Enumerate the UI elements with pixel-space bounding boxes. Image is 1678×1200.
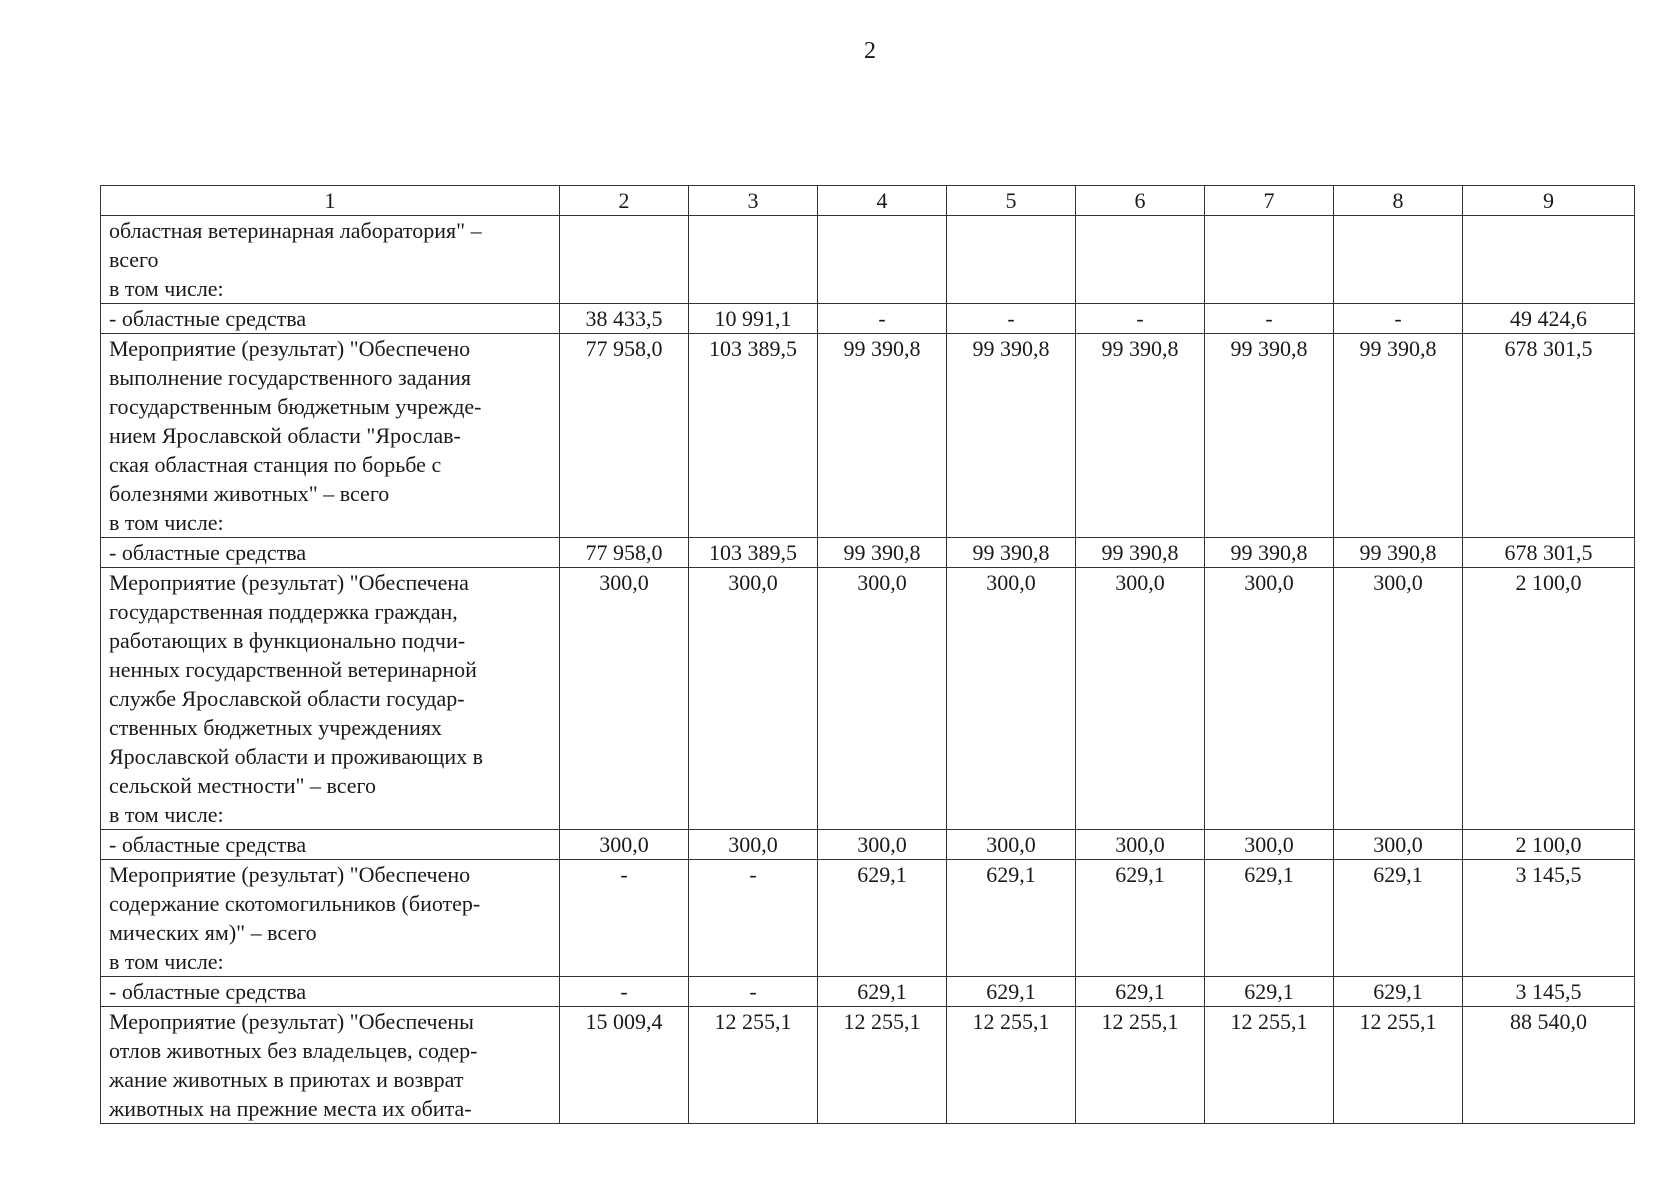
value-cell: 99 390,8: [818, 334, 947, 538]
value-cell: -: [560, 977, 689, 1007]
row-description: [101, 216, 560, 304]
description-line: ственных бюджетных учреждениях: [109, 715, 442, 740]
value-cell: 99 390,8: [1334, 334, 1463, 538]
value-cell: 12 255,1: [947, 1007, 1076, 1124]
table-row: [101, 568, 1635, 830]
value-cell: 77 958,0: [560, 334, 689, 538]
column-header: 7: [1205, 186, 1334, 216]
value-cell: -: [560, 860, 689, 977]
row-description: [101, 977, 560, 1007]
value-cell: 12 255,1: [689, 1007, 818, 1124]
row-description: [101, 568, 560, 830]
value-cell: 38 433,5: [560, 304, 689, 334]
description-line: болезнями животных" – всего: [109, 481, 390, 506]
value-cell: -: [1076, 304, 1205, 334]
value-cell: 300,0: [818, 830, 947, 860]
value-cell: 12 255,1: [1334, 1007, 1463, 1124]
value-cell: [947, 216, 1076, 304]
description-line: содержание скотомогильников (биотер-: [109, 891, 481, 916]
column-header: 1: [101, 186, 560, 216]
description-line: в том числе:: [109, 949, 224, 974]
value-cell: 300,0: [947, 568, 1076, 830]
value-cell: 300,0: [1076, 568, 1205, 830]
description-line: работающих в функционально подчи-: [109, 628, 466, 653]
description-line: - областные средства: [109, 306, 307, 331]
description-line: Мероприятие (результат) "Обеспечена: [109, 570, 469, 595]
description-line: выполнение государственного задания: [109, 365, 472, 390]
value-cell: 678 301,5: [1463, 538, 1635, 568]
value-cell: 99 390,8: [947, 334, 1076, 538]
value-cell: 300,0: [1334, 830, 1463, 860]
description-line: государственная поддержка граждан,: [109, 599, 458, 624]
column-header: 6: [1076, 186, 1205, 216]
value-cell: 300,0: [947, 830, 1076, 860]
value-cell: -: [689, 860, 818, 977]
value-cell: 629,1: [1076, 860, 1205, 977]
value-cell: 88 540,0: [1463, 1007, 1635, 1124]
value-cell: 629,1: [947, 860, 1076, 977]
value-cell: 12 255,1: [1205, 1007, 1334, 1124]
value-cell: 99 390,8: [1334, 538, 1463, 568]
value-cell: -: [818, 304, 947, 334]
value-cell: [1205, 216, 1334, 304]
value-cell: 629,1: [818, 860, 947, 977]
column-header: 4: [818, 186, 947, 216]
table-header-row: [101, 186, 1635, 216]
value-cell: [560, 216, 689, 304]
row-description: [101, 538, 560, 568]
table-row: [101, 334, 1635, 538]
row-description: [101, 334, 560, 538]
table-body: [101, 186, 1635, 1124]
description-line: сельской местности" – всего: [109, 773, 377, 798]
value-cell: 300,0: [1205, 568, 1334, 830]
page-number: 2: [864, 38, 876, 64]
description-line: мических ям)" – всего: [109, 920, 317, 945]
row-description: [101, 304, 560, 334]
description-line: отлов животных без владельцев, содер-: [109, 1038, 478, 1063]
description-line: областная ветеринарная лаборатория" –: [109, 218, 482, 243]
description-line: - областные средства: [109, 979, 307, 1004]
value-cell: 300,0: [560, 830, 689, 860]
value-cell: 629,1: [1334, 860, 1463, 977]
value-cell: 49 424,6: [1463, 304, 1635, 334]
description-line: - областные средства: [109, 832, 307, 857]
value-cell: [1463, 216, 1635, 304]
value-cell: 300,0: [1205, 830, 1334, 860]
row-description: [101, 830, 560, 860]
value-cell: 300,0: [1334, 568, 1463, 830]
value-cell: 99 390,8: [1076, 538, 1205, 568]
column-header: 2: [560, 186, 689, 216]
value-cell: 300,0: [1076, 830, 1205, 860]
table-row: [101, 304, 1635, 334]
value-cell: 629,1: [1205, 977, 1334, 1007]
value-cell: [818, 216, 947, 304]
value-cell: 2 100,0: [1463, 568, 1635, 830]
value-cell: [1076, 216, 1205, 304]
value-cell: 15 009,4: [560, 1007, 689, 1124]
description-line: службе Ярославской области государ-: [109, 686, 465, 711]
value-cell: 300,0: [689, 830, 818, 860]
value-cell: 3 145,5: [1463, 860, 1635, 977]
value-cell: 629,1: [818, 977, 947, 1007]
description-line: государственным бюджетным учрежде-: [109, 394, 482, 419]
column-header: 8: [1334, 186, 1463, 216]
table-row: [101, 830, 1635, 860]
value-cell: 629,1: [1205, 860, 1334, 977]
description-line: в том числе:: [109, 510, 224, 535]
table-row: [101, 1007, 1635, 1124]
description-line: Мероприятие (результат) "Обеспечены: [109, 1009, 474, 1034]
value-cell: 300,0: [818, 568, 947, 830]
value-cell: 103 389,5: [689, 334, 818, 538]
description-line: ненных государственной ветеринарной: [109, 657, 477, 682]
table-row: [101, 977, 1635, 1007]
description-line: всего: [109, 247, 159, 272]
value-cell: 10 991,1: [689, 304, 818, 334]
description-line: ская областная станция по борьбе с: [109, 452, 442, 477]
value-cell: -: [1205, 304, 1334, 334]
row-description: [101, 860, 560, 977]
description-line: Мероприятие (результат) "Обеспечено: [109, 336, 471, 361]
value-cell: 678 301,5: [1463, 334, 1635, 538]
column-header: 9: [1463, 186, 1635, 216]
value-cell: 629,1: [1334, 977, 1463, 1007]
value-cell: 629,1: [1076, 977, 1205, 1007]
description-line: животных на прежние места их обита-: [109, 1096, 472, 1121]
value-cell: 12 255,1: [818, 1007, 947, 1124]
budget-table: [100, 185, 1635, 1124]
value-cell: 3 145,5: [1463, 977, 1635, 1007]
row-description: [101, 1007, 560, 1124]
description-line: Ярославской области и проживающих в: [109, 744, 484, 769]
value-cell: 2 100,0: [1463, 830, 1635, 860]
value-cell: -: [947, 304, 1076, 334]
value-cell: 99 390,8: [818, 538, 947, 568]
value-cell: -: [689, 977, 818, 1007]
value-cell: 300,0: [560, 568, 689, 830]
value-cell: [1334, 216, 1463, 304]
table-row: [101, 860, 1635, 977]
description-line: в том числе:: [109, 802, 224, 827]
table-row: [101, 538, 1635, 568]
value-cell: 629,1: [947, 977, 1076, 1007]
value-cell: 12 255,1: [1076, 1007, 1205, 1124]
value-cell: 99 390,8: [1076, 334, 1205, 538]
description-line: Мероприятие (результат) "Обеспечено: [109, 862, 471, 887]
table-row: [101, 216, 1635, 304]
value-cell: 99 390,8: [947, 538, 1076, 568]
column-header: 5: [947, 186, 1076, 216]
value-cell: -: [1334, 304, 1463, 334]
description-line: в том числе:: [109, 276, 224, 301]
value-cell: 99 390,8: [1205, 334, 1334, 538]
value-cell: [689, 216, 818, 304]
description-line: - областные средства: [109, 540, 307, 565]
column-header: 3: [689, 186, 818, 216]
value-cell: 300,0: [689, 568, 818, 830]
value-cell: 103 389,5: [689, 538, 818, 568]
value-cell: 77 958,0: [560, 538, 689, 568]
description-line: жание животных в приютах и возврат: [109, 1067, 464, 1092]
description-line: нием Ярославской области "Ярослав-: [109, 423, 461, 448]
value-cell: 99 390,8: [1205, 538, 1334, 568]
